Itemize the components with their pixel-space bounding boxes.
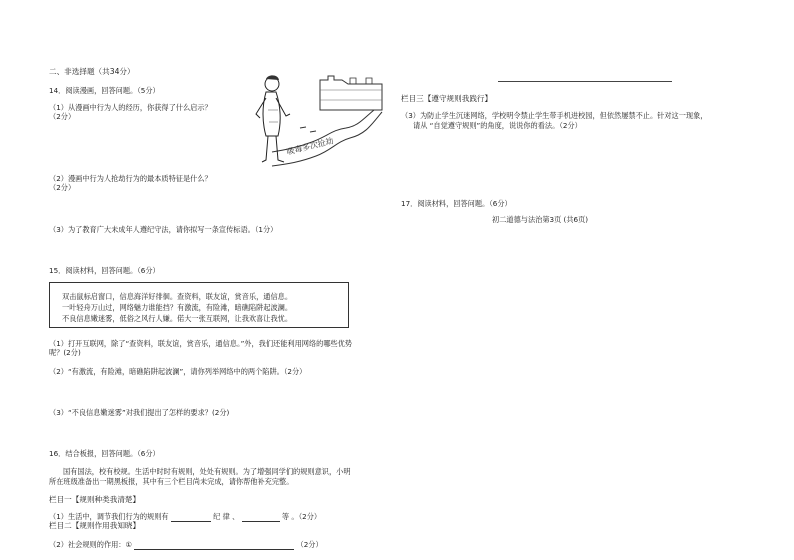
column-3-question: （3）为防止学生沉迷网络，学校明令禁止学生带手机进校园，但依然屡禁不止。针对这一现象， xyxy=(401,111,708,120)
column-1-question-middle: 纪 律 、 xyxy=(213,512,240,521)
question-17-title: 17．阅读材料，回答问题。（6分） xyxy=(401,199,512,208)
column-2-title: 栏目二【规则作用我知晓】 xyxy=(49,521,141,530)
question-14-title: 14．阅读漫画，回答问题。（5分） xyxy=(49,86,160,95)
reading-material-box xyxy=(49,282,349,328)
answer-blank-2[interactable] xyxy=(242,512,280,522)
question-15-title: 15．阅读材料，回答问题。（6分） xyxy=(49,266,160,275)
material-line-1: 双击鼠标启窗口，信息海洋好徘徊。查资料，联友谊，赏音乐，通信息。 xyxy=(62,292,293,301)
column-1-question-start: （1）生活中，调节我们行为的规则有 xyxy=(49,512,169,521)
question-15-sub1: （1）打开互联网，除了“查资料，联友谊，赏音乐，通信息。”外，我们还能利用网络的哪些优势 xyxy=(49,339,353,348)
question-16-title: 16．结合板报，回答问题。（6分） xyxy=(49,449,160,458)
question-14-sub2-points: （2分） xyxy=(49,183,76,192)
column-1-title: 栏目一【规则种类我清楚】 xyxy=(49,495,141,504)
question-14-sub1-points: （2分） xyxy=(49,112,76,121)
material-line-3: 不良信息嫩迷雾，低俗之风行人嫌。偌大一张互联网，让我欢喜让我忧。 xyxy=(62,314,293,323)
answer-blank-1[interactable] xyxy=(171,512,211,522)
question-15-sub1-points: 呢？(2分) xyxy=(49,348,81,357)
question-15-sub3: （3）“不良信息嫩迷雾”对我们提出了怎样的要求？(2分) xyxy=(49,408,230,417)
section-title: 二、非选择题（共34分） xyxy=(49,67,135,76)
question-16-paragraph-line-1: 国有国法，校有校规。生活中时时有规则，处处有规则。为了增强同学们的规则意识，小明 xyxy=(63,467,351,476)
page-footer: 初二道德与法治第3页 (共6页) xyxy=(492,215,589,224)
answer-line[interactable] xyxy=(498,81,672,82)
question-14-sub2: （2）漫画中行为人抢劫行为的最本质特征是什么？ xyxy=(49,174,212,183)
question-14-sub3: （3）为了教育广大未成年人遵纪守法，请你拟写一条宣传标语。（1分） xyxy=(49,225,278,234)
column-1-question-end: 等 。（2分） xyxy=(281,512,322,521)
column-2-question-start: （2）社会规则的作用：① xyxy=(49,540,132,549)
cartoon-caption: 吸毒多次抢劫 xyxy=(285,136,335,157)
question-16-paragraph-line-2: 所在班级准备出一期黑板报，其中有三个栏目尚未完成，请你帮他补充完整。 xyxy=(49,477,294,486)
column-3-title: 栏目三【遵守规则我践行】 xyxy=(401,94,493,103)
column-2-question xyxy=(49,540,323,550)
cartoon-illustration xyxy=(232,70,394,172)
answer-blank-3[interactable] xyxy=(134,540,294,550)
column-3-question-cont: 请从 “自觉遵守规则”的角度，说说你的看法。（2分） xyxy=(413,121,582,130)
question-14-sub1: （1）从漫画中行为人的经历，你获得了什么启示？ xyxy=(49,103,212,112)
question-15-sub2: （2）“有激流，有险滩，暗礁陷阱起波澜”，请你列举网络中的两个陷阱。（2分） xyxy=(49,367,307,376)
column-2-question-end: （2分） xyxy=(296,540,323,549)
material-line-2: 一叶轻舟万山过，网络魅力谁能挡？有激流，有险滩，暗礁陷阱起波澜。 xyxy=(62,303,293,312)
